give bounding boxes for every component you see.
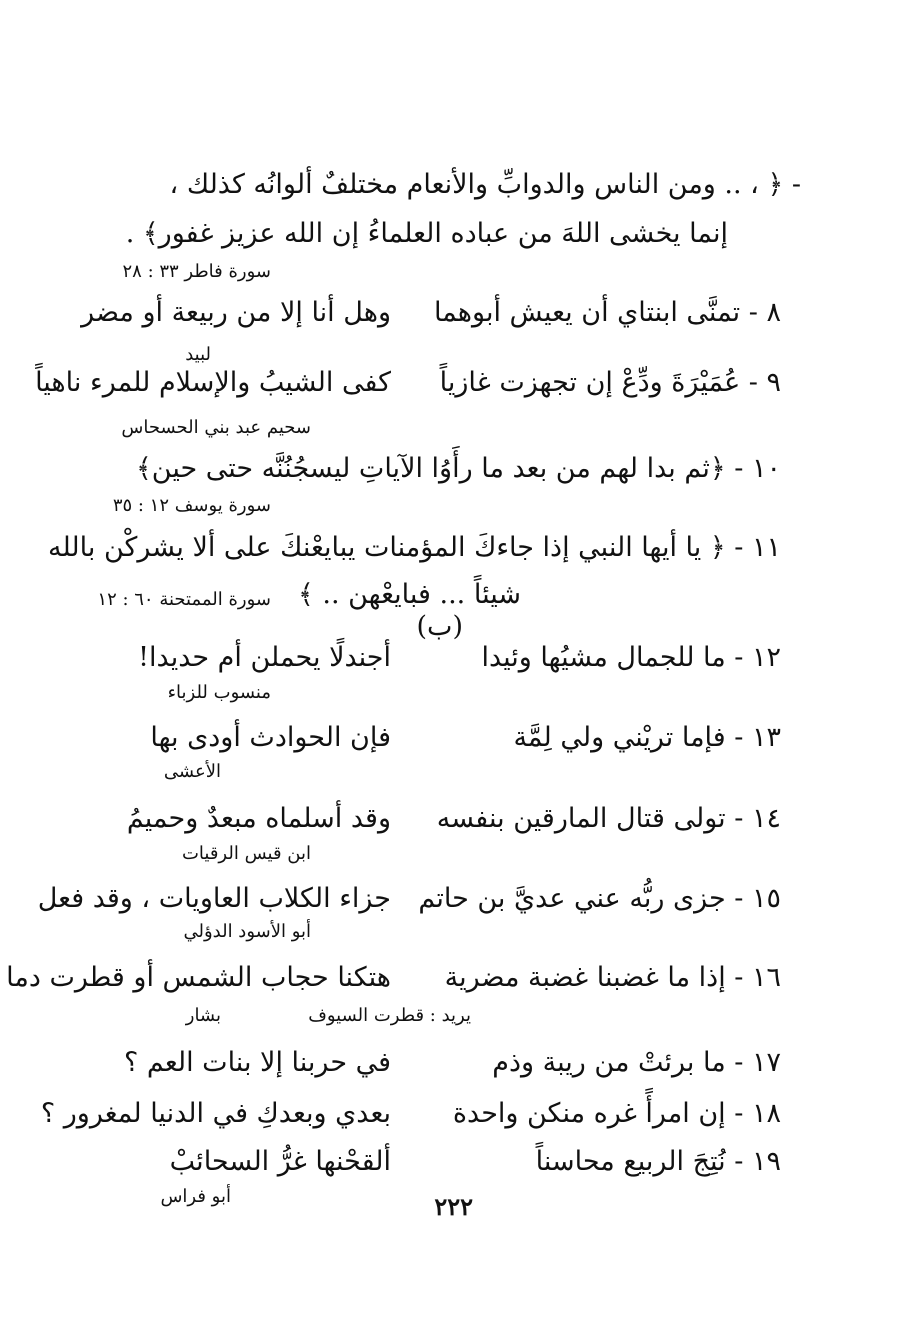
verse-12-first: ١٢ - ما للجمال مشيُها وئيدا (481, 642, 781, 673)
poet-8: لبيد (185, 344, 211, 365)
poet-15: أبو الأسود الدؤلي (183, 921, 311, 942)
verse-8-second: وهل أنا إلا من ربيعة أو مضر (81, 297, 391, 328)
verse-16-second: هتكنا حجاب الشمس أو قطرت دما (6, 962, 391, 993)
poet-9: سحيم عبد بني الحسحاس (121, 417, 311, 438)
verse-17-first: ١٧ - ما برئتْ من ريبة وذم (492, 1047, 781, 1078)
verse-16-first: ١٦ - إذا ما غضبنا غضبة مضرية (444, 962, 781, 993)
surah-reference: سورة فاطر ٣٣ : ٢٨ (122, 261, 271, 282)
verse-13-second: فإن الحوادث أودى بها (150, 722, 391, 753)
verse-12-second: أجندلًا يحملن أم حديدا! (138, 642, 391, 673)
page-number: ٢٢٢ (434, 1192, 473, 1221)
verse-13-first: ١٣ - فإما تريْني ولي لِمَّة (513, 722, 781, 753)
surah-reference: سورة الممتحنة ٦٠ : ١٢ (97, 589, 271, 610)
surah-reference: سورة يوسف ١٢ : ٣٥ (112, 495, 271, 516)
verse-9-first: ٩ - عُمَيْرَةَ ودِّعْ إن تجهزت غازياً (439, 367, 781, 398)
verse-8-first: ٨ - تمنَّى ابنتاي أن يعيش أبوهما (433, 297, 781, 328)
quran-verse-11-line-2: شيئاً ... فبايعْهن .. ﴾ (297, 579, 521, 610)
poet-16: بشار (185, 1005, 221, 1026)
poet-14: ابن قيس الرقيات (181, 843, 311, 864)
verse-17-second: في حربنا إلا بنات العم ؟ (123, 1047, 391, 1078)
note-16: يريد : قطرت السيوف (308, 1005, 471, 1026)
verse-18-second: بعدي وبعدكِ في الدنيا لمغرور ؟ (40, 1098, 391, 1129)
poet-19: أبو فراس (160, 1186, 231, 1207)
verse-15-first: ١٥ - جزى ربُّه عني عديَّ بن حاتم (418, 883, 781, 914)
quran-line-1: - ﴿ ، .. ومن الناس والدوابِّ والأنعام مختلفٌ ألوانُه كذلك ، (169, 169, 801, 200)
verse-19-first: ١٩ - نُتِجَ الربيع محاسناً (535, 1146, 781, 1177)
poet-13: الأعشى (163, 761, 221, 782)
verse-18-first: ١٨ - إن امرأً غره منكن واحدة (452, 1098, 781, 1129)
section-heading: (ب) (416, 611, 463, 642)
poet-12: منسوب للزباء (167, 682, 271, 703)
quran-line-2: إنما يخشى اللهَ من عباده العلماءُ إن الله عزيز غفور﴾ . (125, 218, 728, 249)
verse-14-first: ١٤ - تولى قتال المارقين بنفسه (436, 803, 781, 834)
verse-14-second: وقد أسلماه مبعدٌ وحميمُ (126, 803, 391, 834)
verse-15-second: جزاء الكلاب العاويات ، وقد فعل (37, 883, 391, 914)
verse-9-second: كفى الشيبُ والإسلام للمرء ناهياً (35, 367, 391, 398)
verse-19-second: ألقحْنها غرُّ السحائبْ (169, 1146, 391, 1177)
quran-verse-11-line-1: ١١ - ﴿ يا أيها النبي إذا جاءكَ المؤمنات يبايعْنكَ على ألا يشركْن بالله (48, 532, 781, 563)
quran-verse-10: ١٠ - ﴿ثم بدا لهم من بعد ما رأَوُا الآياتِ ليسجُنُنَّه حتى حين﴾ (135, 453, 781, 484)
